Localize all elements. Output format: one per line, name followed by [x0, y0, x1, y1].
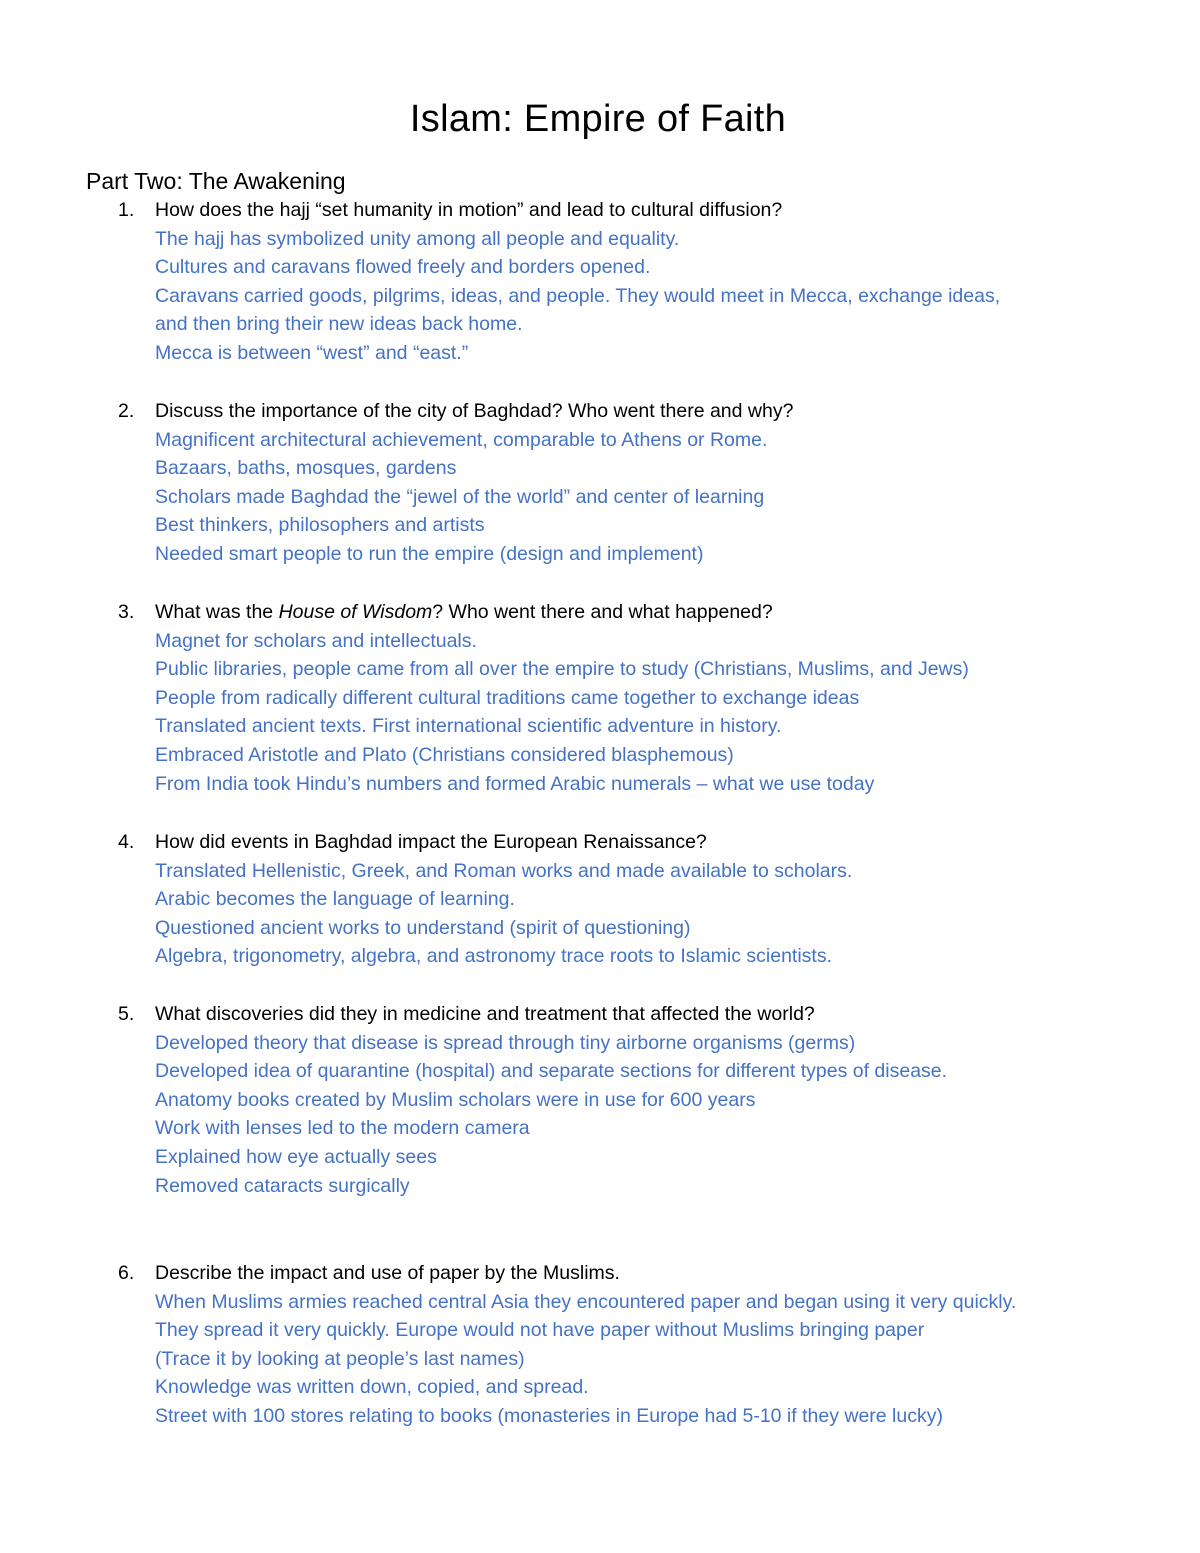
question-text: What discoveries did they in medicine and treatment that affected the world? — [155, 1003, 815, 1025]
answer-line: Embraced Aristotle and Plato (Christians considered blasphemous) — [155, 743, 734, 766]
answer-line: Mecca is between “west” and “east.” — [155, 341, 469, 364]
answer-line: (Trace it by looking at people’s last names) — [155, 1347, 525, 1370]
answer-line: Public libraries, people came from all over the empire to study (Christians, Muslims, and Jews) — [155, 658, 969, 681]
answer-list — [155, 1029, 1195, 1201]
question-number: 4. — [118, 831, 135, 853]
part-heading: Part Two: The Awakening — [86, 168, 346, 194]
answer-line: Developed theory that disease is spread through tiny airborne organisms (germs) — [155, 1031, 856, 1054]
answer-line: They spread it very quickly. Europe would not have paper without Muslims bringing paper — [155, 1319, 925, 1342]
question-number: 1. — [118, 199, 135, 221]
answer-line: When Muslims armies reached central Asia they encountered paper and began using it very quickly. — [155, 1290, 1017, 1313]
answer-line: Magnet for scholars and intellectuals. — [155, 629, 477, 652]
answer-line: Cultures and caravans flowed freely and borders opened. — [155, 256, 651, 279]
answer-line: Anatomy books created by Muslim scholars were in use for 600 years — [155, 1088, 756, 1111]
answer-line: Street with 100 stores relating to books (monasteries in Europe had 5-10 if they were lucky) — [155, 1404, 943, 1427]
question-number: 3. — [118, 601, 135, 623]
question-number: 6. — [118, 1262, 135, 1284]
house-of-wisdom-term: House of Wisdom — [278, 601, 433, 623]
question-text: Discuss the importance of the city of Baghdad? Who went there and why? — [155, 400, 794, 422]
answer-line: Removed cataracts surgically — [155, 1174, 410, 1197]
answer-list — [155, 225, 1195, 368]
answer-line: Arabic becomes the language of learning. — [155, 888, 515, 911]
answer-line: Algebra, trigonometry, algebra, and astronomy trace roots to Islamic scientists. — [155, 945, 833, 968]
question-4 — [118, 828, 1158, 971]
answer-line: Work with lenses led to the modern camera — [155, 1117, 530, 1140]
answer-line: From India took Hindu’s numbers and formed Arabic numerals – what we use today — [155, 772, 875, 795]
answer-line: Magnificent architectural achievement, comparable to Athens or Rome. — [155, 428, 768, 451]
question-5 — [118, 1000, 1158, 1200]
answer-list — [155, 857, 1195, 971]
answer-line: Explained how eye actually sees — [155, 1145, 437, 1168]
question-text: Describe the impact and use of paper by the Muslims. — [155, 1262, 620, 1284]
answer-line: Translated ancient texts. First international scientific adventure in history. — [155, 715, 782, 738]
answer-line: Caravans carried goods, pilgrims, ideas, and people. They would meet in Mecca, exchange ideas, — [155, 284, 1001, 307]
answer-line: Best thinkers, philosophers and artists — [155, 514, 485, 537]
answer-line: Scholars made Baghdad the “jewel of the world” and center of learning — [155, 485, 765, 508]
answer-line: Needed smart people to run the empire (design and implement) — [155, 542, 704, 565]
question-1 — [118, 196, 1158, 368]
answer-line: The hajj has symbolized unity among all people and equality. — [155, 227, 680, 250]
question-6 — [118, 1259, 1158, 1431]
document-title: Islam: Empire of Faith — [409, 98, 787, 140]
question-text: How did events in Baghdad impact the European Renaissance? — [155, 831, 707, 853]
question-text — [155, 598, 773, 627]
answer-list — [155, 1288, 1195, 1431]
answer-line: and then bring their new ideas back home. — [155, 313, 523, 336]
question-text-start: What was the — [155, 601, 279, 623]
answer-line: Knowledge was written down, copied, and spread. — [155, 1376, 589, 1399]
question-2 — [118, 397, 1158, 569]
question-number: 5. — [118, 1003, 135, 1025]
answer-line: Translated Hellenistic, Greek, and Roman works and made available to scholars. — [155, 859, 853, 882]
answer-list — [155, 627, 1195, 799]
answer-line: Bazaars, baths, mosques, gardens — [155, 457, 457, 480]
question-text: How does the hajj “set humanity in motion” and lead to cultural diffusion? — [155, 199, 783, 221]
answer-line: Developed idea of quarantine (hospital) and separate sections for different types of disease. — [155, 1060, 948, 1083]
answer-line: Questioned ancient works to understand (spirit of questioning) — [155, 916, 691, 939]
question-3 — [118, 598, 1158, 798]
answer-line: People from radically different cultural traditions came together to exchange ideas — [155, 686, 860, 709]
question-number: 2. — [118, 400, 135, 422]
answer-list — [155, 426, 1195, 569]
question-text-end: ? Who went there and what happened? — [432, 601, 773, 623]
